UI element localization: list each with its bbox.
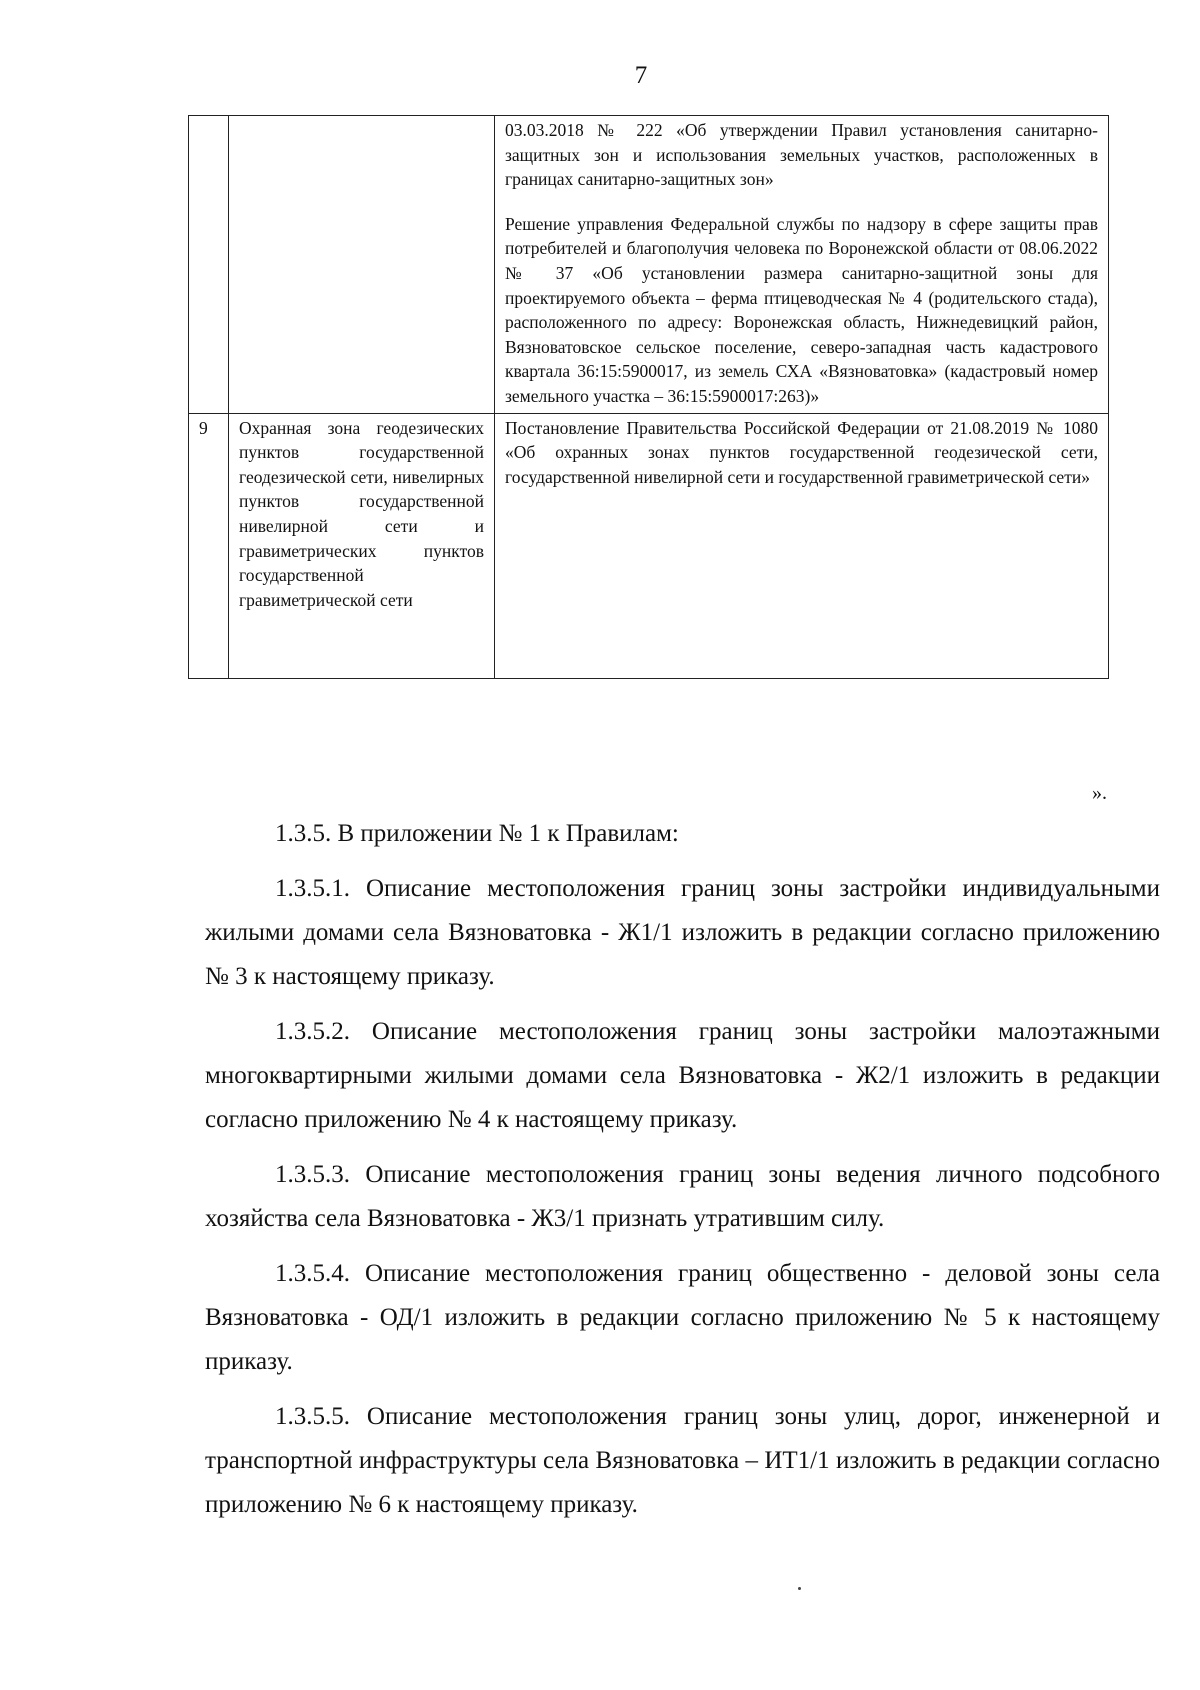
list-item: 1.3.5.4. Описание местоположения границ общественно - деловой зоны села Вязноватовка - ОД/1 изложить в редакции согласно приложению № 5 к настоящему приказу.: [205, 1260, 1160, 1375]
document-paragraph: Постановление Правительства Российской Федерации от 21.08.2019 № 1080 «Об охранных зонах пунктов государственной геодезической сети, государственной нивелирной сети и государственной гравиметрической сети»: [505, 417, 1098, 487]
page-number: 7: [634, 62, 648, 89]
document-cell: [495, 116, 1109, 414]
table-row: [189, 116, 1109, 414]
row-number-cell: [189, 116, 229, 414]
list-item: 1.3.5.2. Описание местоположения границ зоны застройки малоэтажными многоквартирными жилыми домами села Вязноватовка - Ж2/1 изложить в редакции согласно приложению № 4 к настоящему приказу.: [205, 1018, 1160, 1133]
scan-speck: [798, 1587, 801, 1590]
section-heading: 1.3.5. В приложении № 1 к Правилам:: [275, 820, 679, 847]
document-paragraph: Решение управления Федеральной службы по надзору в сфере защиты прав потребителей и благополучия человека по Воронежской области от 08.06.2022 № 37 «Об установлении размера санитарно-защитной зоны для проектируемого объекта – ферма птицеводческая № 4 (родительского стада), расположенного по адресу: Воронежская область, Нижнедевицкий район, Вязноватовское сельское поселение, северо-западная часть кадастрового квартала 36:15:5900017, из земель СХА «Вязноватовка» (кадастровый номер земельного участка – 36:15:5900017:263)»: [505, 213, 1098, 406]
zone-name-cell: [229, 413, 495, 678]
list-item: 1.3.5.3. Описание местоположения границ зоны ведения личного подсобного хозяйства села Вязноватовка - Ж3/1 признать утратившим силу.: [205, 1161, 1160, 1232]
document-cell: [495, 413, 1109, 678]
body-text: [205, 812, 1160, 1527]
row-number-cell: 9: [189, 413, 229, 678]
closing-quote: ».: [1092, 782, 1107, 804]
zone-name-cell: [229, 116, 495, 414]
table-row: [189, 413, 1109, 678]
zone-name-text: Охранная зона геодезических пунктов государственной геодезической сети, нивелирных пунктов государственной нивелирной сети и гравиметрических пунктов государственной гравиметрической сети: [239, 417, 484, 610]
document-paragraph: 03.03.2018 № 222 «Об утверждении Правил установления санитарно-защитных зон и использования земельных участков, расположенных в границах санитарно-защитных зон»: [505, 120, 1098, 190]
list-item: 1.3.5.5. Описание местоположения границ зоны улиц, дорог, инженерной и транспортной инфраструктуры села Вязноватовка – ИТ1/1 изложить в редакции согласно приложению № 6 к настоящему приказу.: [205, 1403, 1160, 1518]
regulation-table: [188, 115, 1109, 679]
list-item: 1.3.5.1. Описание местоположения границ зоны застройки индивидуальными жилыми домами села Вязноватовка - Ж1/1 изложить в редакции согласно приложению № 3 к настоящему приказу.: [205, 875, 1160, 990]
